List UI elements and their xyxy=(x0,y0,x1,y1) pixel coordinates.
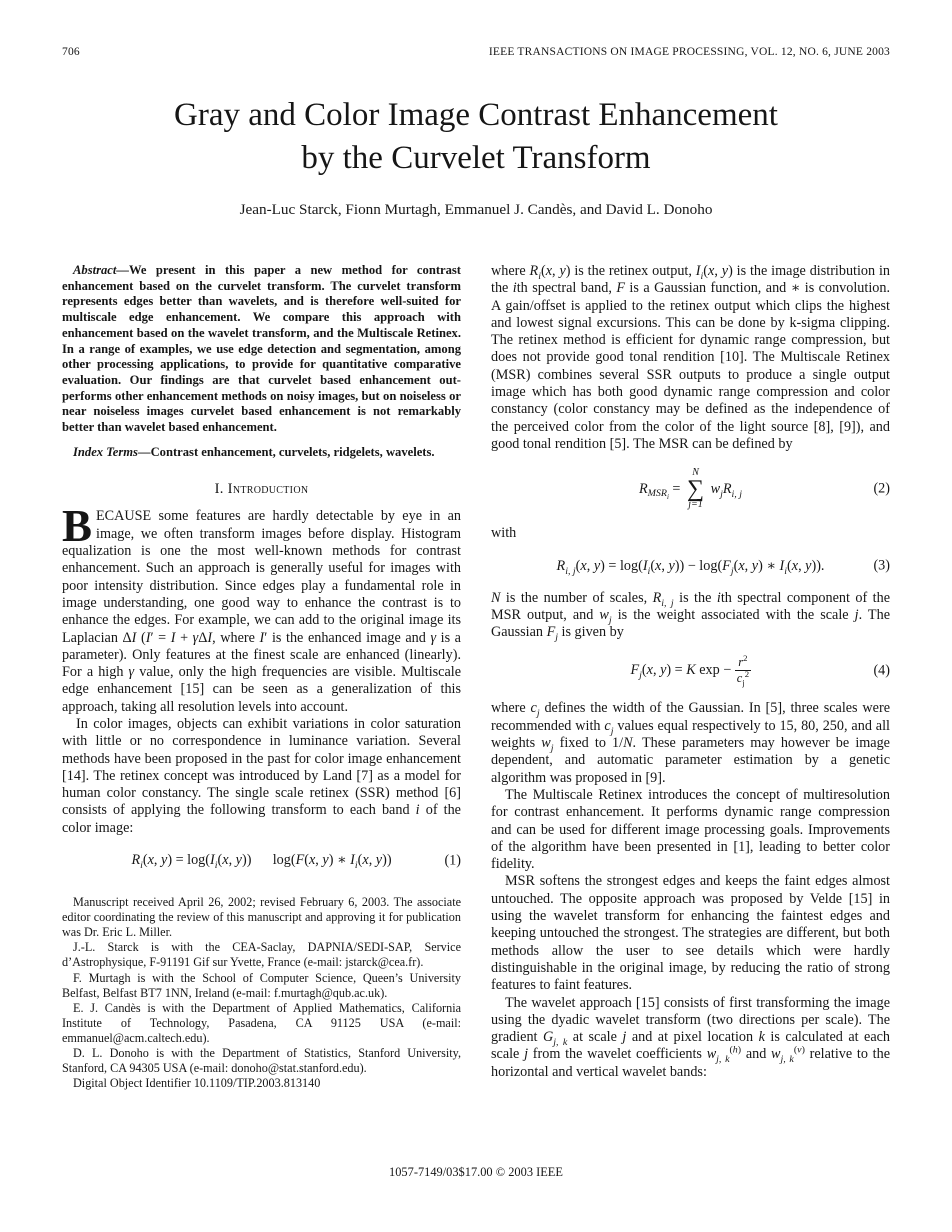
equation-3-number: (3) xyxy=(873,557,890,574)
right-column xyxy=(491,263,890,1091)
equation-1-body: $R_i(x$, $y) = \log(I_i(x$, y)) log(F(x, y) ∗ $I_i(x$, y)) xyxy=(131,852,392,871)
abstract xyxy=(62,263,461,436)
intro-paragraph-1 xyxy=(62,501,461,716)
summation-upper-limit: N xyxy=(692,467,699,479)
left-column xyxy=(62,263,461,1091)
footnote-donoho: D. L. Donoho is with the Department of Statistics, Stanford University, Stanford, CA 94305 USA (e-mail: donoho@stat.stanford.edu). xyxy=(62,1046,461,1076)
dropcap-letter: B xyxy=(62,501,93,552)
paper-title-line1: Gray and Color Image Contrast Enhancement xyxy=(174,97,778,133)
fraction-denominator: $c_j^2$ xyxy=(736,669,750,688)
paragraph-multiresolution: The Multiscale Retinex introduces the concept of multiresolution for contrast enhancement. It performs dynamic range compression and can be used for different image processing goals. Improvements of the algorithm have been presented in [1], leading to better color fidelity. xyxy=(491,786,890,873)
authors-line: Jean-Luc Starck, Fionn Murtagh, Emmanuel J. Candès, and David L. Donoho xyxy=(239,201,713,218)
two-column-body xyxy=(62,263,890,1091)
intro-paragraph-2: In color images, objects can exhibit variations in color saturation with little or no correspondence in luminance variation. Several methods have been proposed in the past for color image enhancement [14]. The retinex concept was introduced by Land [7] as a model for human color constancy. The single scale retinex (SSR) method [6] consists of applying the following transform to each band i of the color image: xyxy=(62,716,461,836)
equation-2-rhs: $w_jR_{i, j}$ xyxy=(710,480,743,500)
equation-2-lhs: $R_{MSR_i}$ = xyxy=(638,480,681,502)
intro-paragraph-1-text: ECAUSE some features are hardly detectable by eye in an image, we often transform images before display. Histogram equalization is one the most well-known methods for contrast enhancement. Such an approach is generally useful for images with poor intensity distribution. Since edges play a fundamental role in image understanding, one good way to enhance the contrast is to enhance the edges. For example, we can add to the original image its Laplacian ΔI (I′ = I + γΔI, where I′ is the enhanced image and γ is a parameter). Only features at the finest scale are enhanced (linearly). For a high γ value, only the high frequencies are visible. Multiscale edge enhancement [15] can be seen as a generalization of this approach, taking all resolution levels into account. xyxy=(62,508,461,715)
equation-4-lhs: $F_j(x$, y) = K exp − xyxy=(630,662,732,682)
equation-2-number: (2) xyxy=(873,480,890,497)
paragraph-gaussian-width: where $c_j$ defines the width of the Gaussian. In [5], three scales were recommended with $c_j$ values equal respectively to 15, 80, 250, and all weights $w_j$ fixed to 1/N. These parameters may however be image dependent, and automatic parameter estimation by a genetic algorithm was proposed in [9]. xyxy=(491,700,890,786)
equation-3 xyxy=(491,558,890,575)
index-terms xyxy=(62,445,461,461)
equation-2-body xyxy=(638,467,743,511)
equation-3-body: $R_{i, j}(x$, $y) = \log(I_i(x$, $y)) - \log(F_j(x$, y) ∗ $I_i(x$, y)). xyxy=(556,557,825,577)
abstract-label: Abstract— xyxy=(73,263,129,277)
abstract-text: We present in this paper a new method for contrast enhancement based on the curvelet transform. The curvelet transform represents edges better than wavelets, and is therefore well-suited for multiscale edge enhancement. We compare this approach with enhancement based on the wavelet transform, and the Multiscale Retinex. In a range of examples, we use edge detection and segmentation, among other processing applications, to provide for quantitative comparative evaluation. Our findings are that curvelet based enhancement out-performs other enhancement methods on noisy images, but on noiseless or near noiseless images curvelet based enhancement is not remarkably better than wavelet based enhancement. xyxy=(62,263,461,435)
equation-1 xyxy=(62,852,461,869)
copyright-line: 1057-7149/03$17.00 © 2003 IEEE xyxy=(389,1165,563,1179)
paragraph-wavelet-approach: The wavelet approach [15] consists of first transforming the image using the dyadic wavelet transform (two directions per scale). The gradient $G_{j, k}$ at scale j and at pixel location k is calculated at each scale j from the wavelet coefficients $w_{j, k}^{(h)}$ and $w_{j, k}^{(v)}$ relative to the horizontal and vertical wavelet bands: xyxy=(491,994,891,1080)
fraction-numerator: $r^2$ xyxy=(735,656,750,671)
equation-4-body xyxy=(630,653,750,688)
running-head xyxy=(62,46,890,58)
section-heading-introduction: I. Introduction xyxy=(214,481,309,498)
summation-lower-limit: j=1 xyxy=(688,499,703,511)
footnote-candes: E. J. Candès is with the Department of Applied Mathematics, California Institute of Technology, Pasadena, CA 91125 USA (e-mail: emmanuel@acm.caltech.edu). xyxy=(62,1000,461,1045)
index-terms-text: Contrast enhancement, curvelets, ridgelets, wavelets. xyxy=(150,444,435,459)
equation-1-number: (1) xyxy=(444,852,461,869)
index-terms-label: Index Terms— xyxy=(73,444,151,459)
journal-title: IEEE TRANSACTIONS ON IMAGE PROCESSING, VOL. 12, NO. 6, JUNE 2003 xyxy=(488,46,890,58)
footnotes-block xyxy=(62,895,461,1091)
footnote-starck: J.-L. Starck is with the CEA-Saclay, DAPNIA/SEDI-SAP, Service d’Astrophysique, F-91191 Gif sur Yvette, France (e-mail: jstarck@cea.fr). xyxy=(62,940,461,970)
footnote-manuscript: Manuscript received April 26, 2002; revised February 6, 2003. The associate editor coordinating the review of this manuscript and approving it for publication was Dr. Eric L. Miller. xyxy=(62,895,461,940)
paper-title xyxy=(62,94,890,180)
equation-4 xyxy=(491,653,890,688)
footnote-murtagh: F. Murtagh is with the School of Computer Science, Queen’s University Belfast, Belfast BT7 1NN, Ireland (e-mail: f.murtagh@qub.ac.uk). xyxy=(62,970,461,1000)
equation-4-number: (4) xyxy=(873,662,890,679)
equation-2 xyxy=(491,468,890,510)
paragraph-retinex-output: where $R_i(x$, y) is the retinex output, $I_i(x$, y) is the image distribution in the ith spectral band, F is a Gaussian function, and ∗ is convolution. A gain/offset is applied to the retinex output which clips the highest and lowest signal excursions. This can be done by k-sigma clipping. The retinex method is efficient for dynamic range compression, but does not provide good tonal rendition [10]. The Multiscale Retinex (MSR) combines several SSR outputs to produce a single output image which has both good dynamic range compression and color constancy (color constancy may be defined as the independence of the perceived color from the color of the light source [8], [9]), and good tonal rendition [5]. The MSR can be defined by xyxy=(491,263,891,452)
paper-title-line2: by the Curvelet Transform xyxy=(301,140,651,176)
summation-symbol: N ∑ j=1 xyxy=(686,467,705,511)
fraction xyxy=(735,653,750,688)
page-number: 706 xyxy=(62,46,80,58)
with-connector: with xyxy=(491,525,517,542)
paragraph-scales: N is the number of scales, $R_{i, j}$ is the ith spectral component of the MSR output, and $w_j$ is the weight associated with the scale j. The Gaussian $F_j$ is given by xyxy=(491,589,890,643)
paragraph-msr-softens: MSR softens the strongest edges and keeps the faint edges almost untouched. The opposite approach was proposed by Velde [15] in using the wavelet transform for enhancing the faintest edges and keeping untouched the strongest. The strategies are different, but both methods allow the user to see details which were hardly distinguishable in the original image, by reducing the ratio of strong features to faint features. xyxy=(491,873,890,994)
footnote-doi: Digital Object Identifier 10.1109/TIP.2003.813140 xyxy=(73,1076,321,1091)
